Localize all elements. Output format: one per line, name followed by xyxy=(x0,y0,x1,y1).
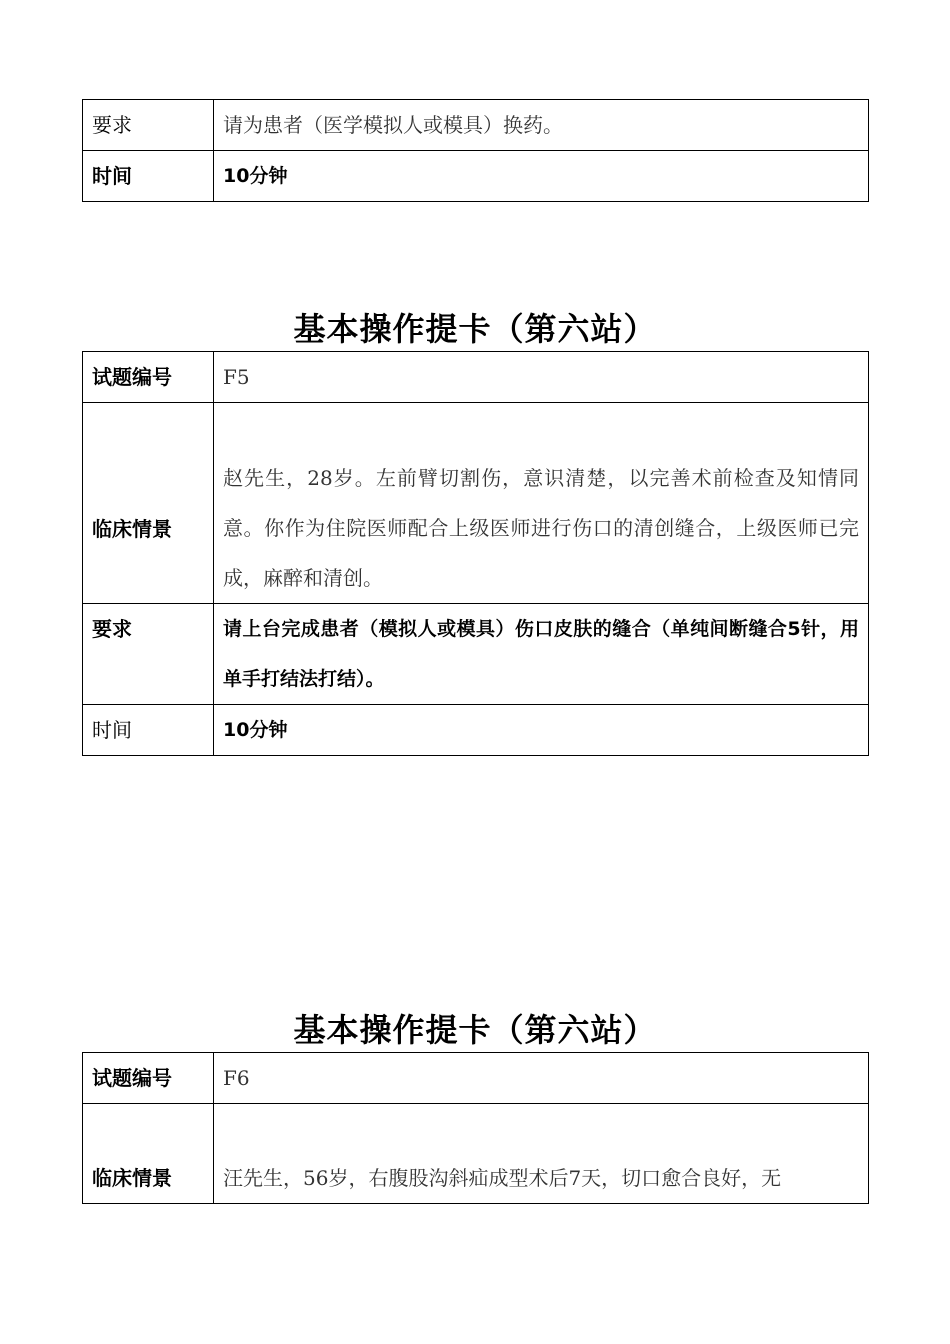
table-row xyxy=(83,1053,869,1104)
card-title: 基本操作提卡（第六站） xyxy=(293,1011,657,1049)
time-value: 10分钟 xyxy=(214,151,869,202)
exam-id-label: 试题编号 xyxy=(83,352,214,403)
exam-card-1-table xyxy=(82,99,869,202)
time-label: 时间 xyxy=(83,705,214,756)
exam-id-label: 试题编号 xyxy=(83,1053,214,1104)
exam-id-value: F6 xyxy=(214,1053,869,1104)
requirement-text: 请上台完成患者（模拟人或模具）伤口皮肤的缝合（单纯间断缝合5针，用单手打结法打结）。 xyxy=(214,604,869,705)
time-label: 时间 xyxy=(83,151,214,202)
table-row xyxy=(83,604,869,705)
exam-card-2-table xyxy=(82,351,869,756)
scenario-label: 临床情景 xyxy=(83,1104,214,1204)
table-row xyxy=(83,1104,869,1204)
scenario-text: 赵先生，28岁。左前臂切割伤，意识清楚，以完善术前检查及知情同意。你作为住院医师配合上级医师进行伤口的清创缝合，上级医师已完成，麻醉和清创。 xyxy=(214,403,869,604)
card-title: 基本操作提卡（第六站） xyxy=(293,310,657,348)
requirement-label: 要求 xyxy=(83,604,214,705)
table-row xyxy=(83,403,869,604)
table-row xyxy=(83,352,869,403)
requirement-value: 请为患者（医学模拟人或模具）换药。 xyxy=(214,100,869,151)
table-row xyxy=(83,100,869,151)
scenario-text: 汪先生，56岁，右腹股沟斜疝成型术后7天，切口愈合良好，无 xyxy=(214,1104,869,1204)
table-row xyxy=(83,705,869,756)
exam-card-3-table xyxy=(82,1052,869,1204)
exam-id-value: F5 xyxy=(214,352,869,403)
scenario-label: 临床情景 xyxy=(83,403,214,604)
requirement-label: 要求 xyxy=(83,100,214,151)
table-row xyxy=(83,151,869,202)
time-value: 10分钟 xyxy=(214,705,869,756)
